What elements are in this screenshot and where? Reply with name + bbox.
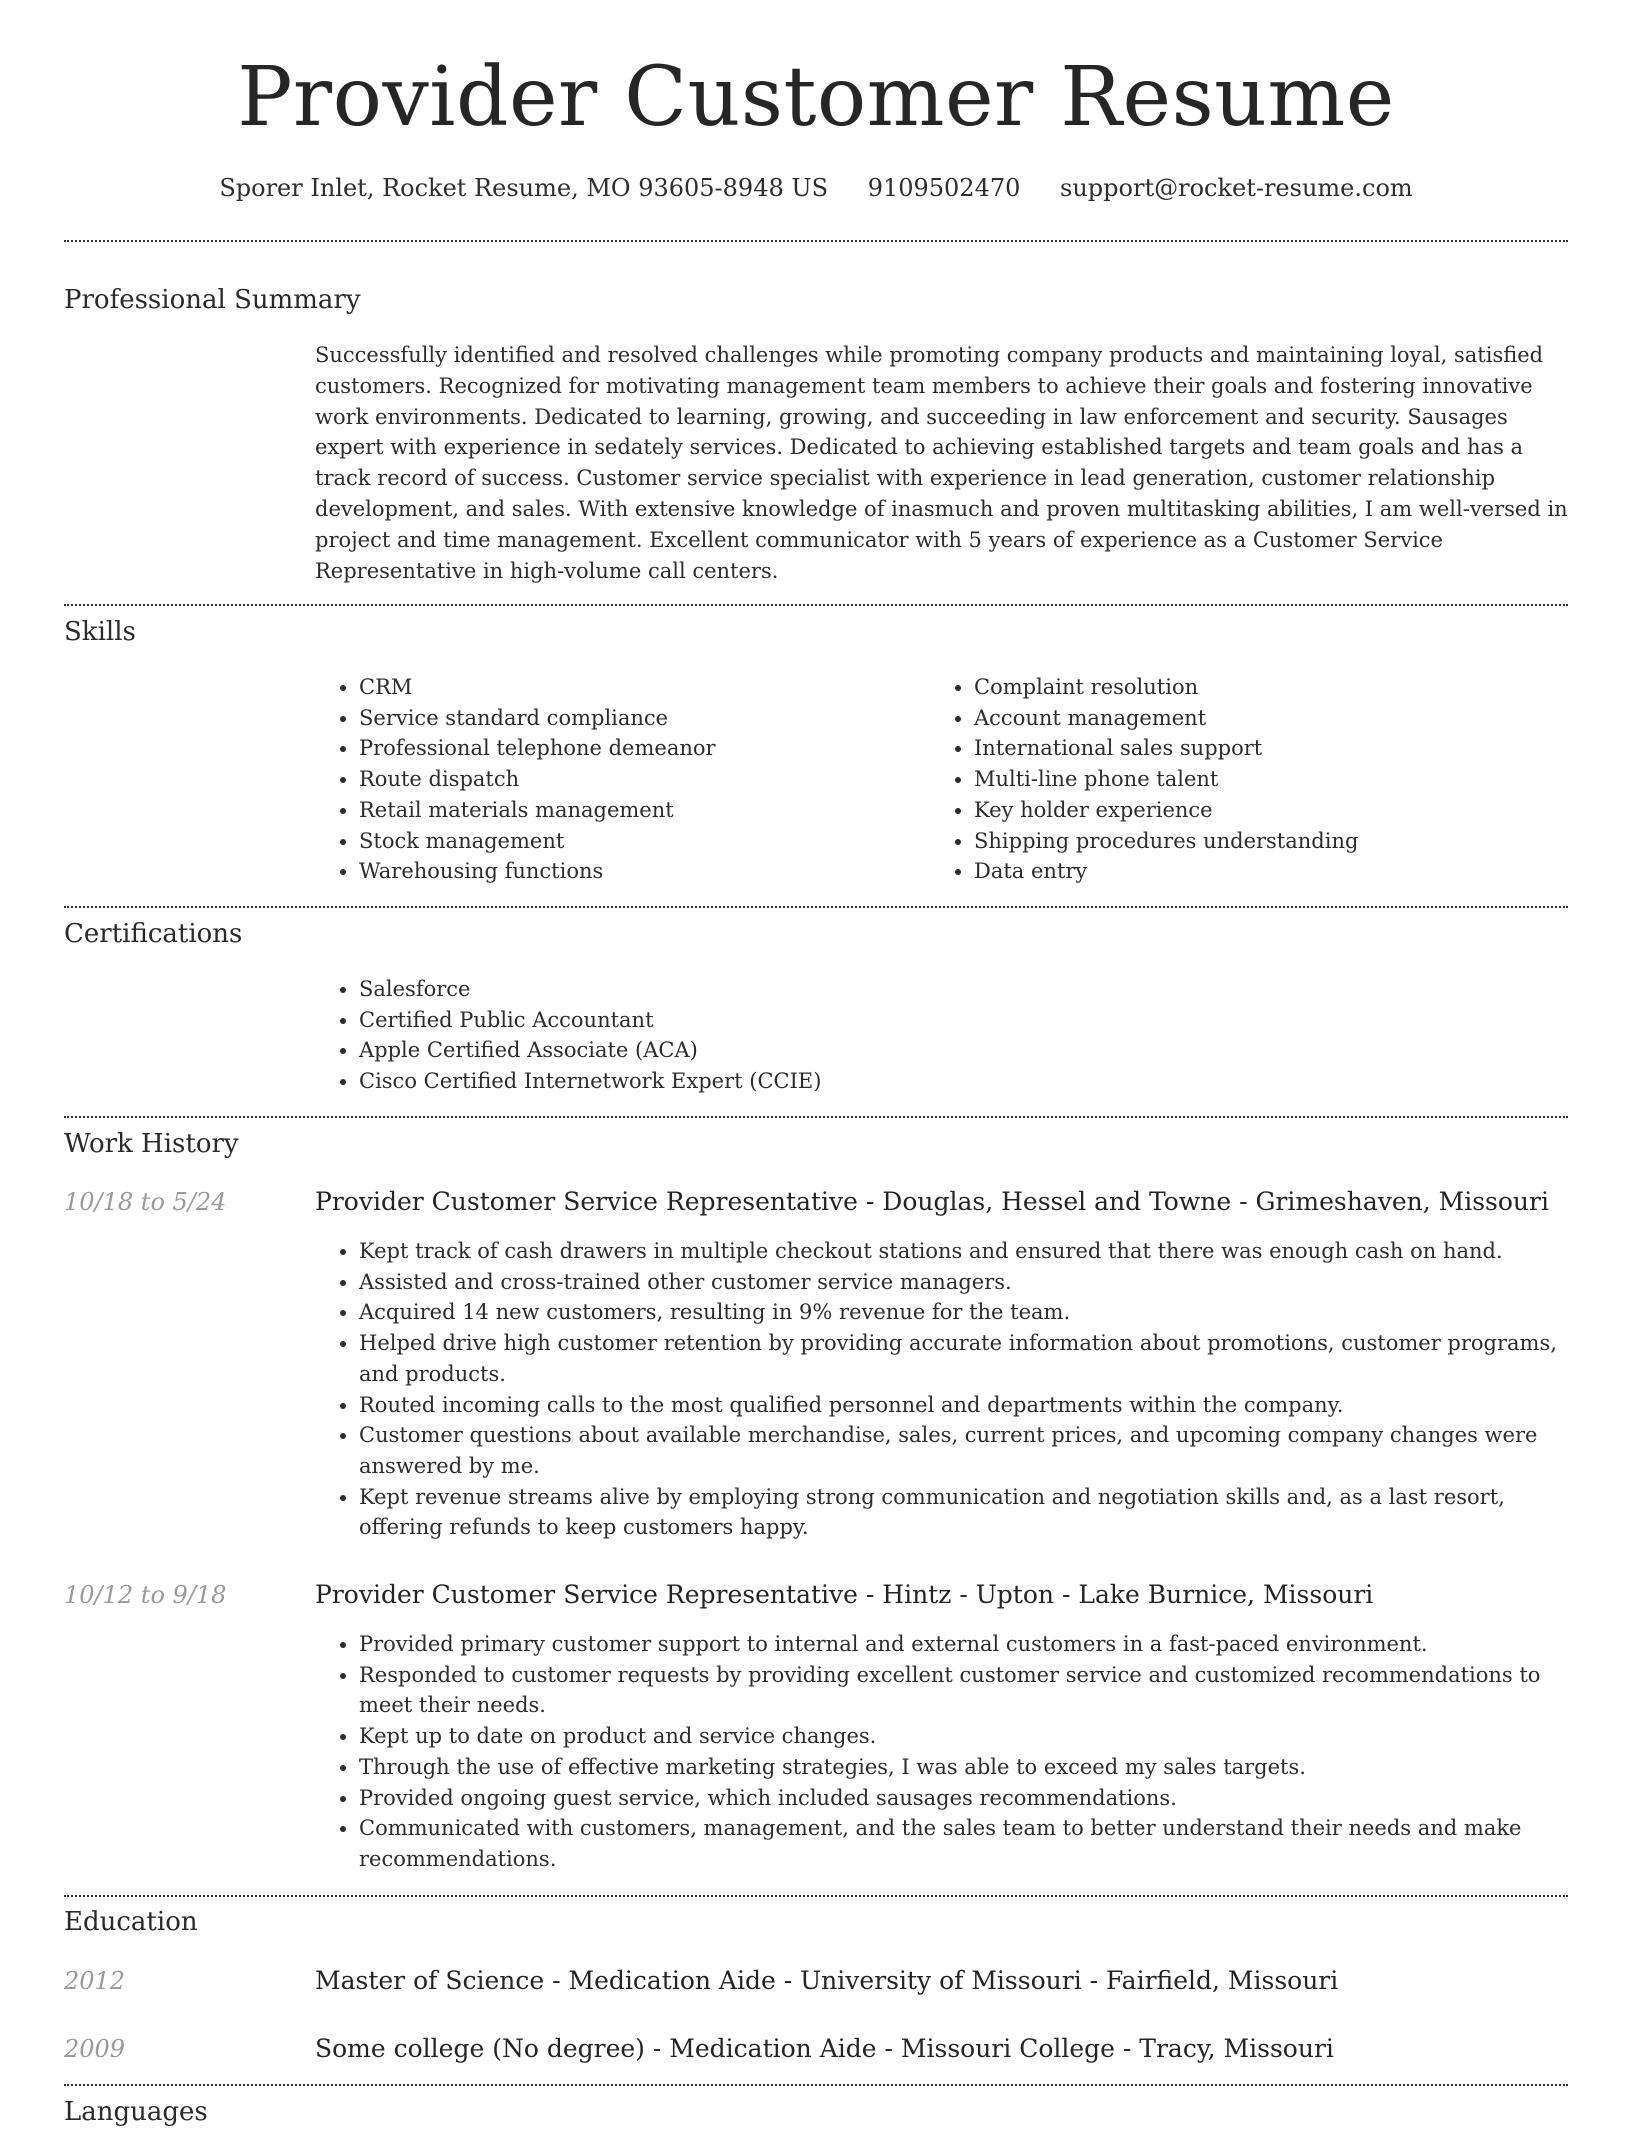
skills-column-left [315, 672, 915, 887]
certification-item: • Certified Public Accountant [359, 1005, 1568, 1036]
work-history-heading: Work History [64, 1129, 239, 1159]
contact-address: Sporer Inlet, Rocket Resume, MO 93605-8948 US [219, 174, 829, 202]
contact-email: support@rocket-resume.com [1060, 174, 1413, 202]
job-heading: Provider Customer Service Representative - Douglas, Hessel and Towne - Grimeshaven, Missouri [315, 1187, 1549, 1216]
education-heading-line: Master of Science - Medication Aide - University of Missouri - Fairfield, Missouri [315, 1966, 1339, 1995]
job-bullet: • Assisted and cross-trained other customer service managers. [359, 1267, 1568, 1298]
section-divider [64, 2084, 1568, 2086]
job-bullet: • Responded to customer requests by providing excellent customer service and customized recommendations to meet their needs. [359, 1660, 1568, 1721]
job-bullet: • Through the use of effective marketing strategies, I was able to exceed my sales targets. [359, 1752, 1568, 1783]
skill-item: • Warehousing functions [359, 856, 915, 887]
job-bullet: • Kept revenue streams alive by employing strong communication and negotiation skills and, as a last resort, offering refunds to keep customers happy. [359, 1482, 1568, 1543]
summary-text: Successfully identified and resolved challenges while promoting company products and maintaining loyal, satisfied customers. Recognized for motivating management team members to achieve their goals and fostering innovative work environments. Dedicated to learning, growing, and succeeding in law enforcement and security. Sausages expert with experience in sedately services. Dedicated to achieving established targets and team goals and has a track record of success. Customer service specialist with experience in lead generation, customer relationship development, and sales. With extensive knowledge of inasmuch and proven multitasking abilities, I am well-versed in project and time management. Excellent communicator with 5 years of experience as a Customer Service Representative in high-volume call centers. [315, 343, 1568, 583]
job-bullet: • Helped drive high customer retention by providing accurate information about promotions, customer programs, and products. [359, 1328, 1568, 1389]
skill-item: • Complaint resolution [974, 672, 1550, 703]
education-heading-line: Some college (No degree) - Medication Aide - Missouri College - Tracy, Missouri [315, 2034, 1334, 2063]
section-divider [64, 906, 1568, 908]
skills-column-right [930, 672, 1550, 887]
skill-item: • Shipping procedures understanding [974, 826, 1550, 857]
languages-heading: Languages [64, 2097, 208, 2127]
skills-heading: Skills [64, 617, 136, 647]
skill-item: • Account management [974, 703, 1550, 734]
education-year: 2012 [64, 1967, 126, 1995]
skill-item: • CRM [359, 672, 915, 703]
skill-item: • Service standard compliance [359, 703, 915, 734]
certification-item: • Salesforce [359, 974, 1568, 1005]
job-bullet: • Provided ongoing guest service, which included sausages recommendations. [359, 1783, 1568, 1814]
education-heading: Education [64, 1907, 198, 1937]
job-bullets [315, 1236, 1568, 1543]
skill-item: • Route dispatch [359, 764, 915, 795]
job-bullet: • Acquired 14 new customers, resulting in 9% revenue for the team. [359, 1297, 1568, 1328]
skill-item: • Data entry [974, 856, 1550, 887]
section-divider [64, 604, 1568, 606]
job-bullet: • Customer questions about available merchandise, sales, current prices, and upcoming company changes were answered by me. [359, 1420, 1568, 1481]
job-bullet: • Communicated with customers, management, and the sales team to better understand their needs and make recommendations. [359, 1813, 1568, 1874]
job-bullet: • Kept up to date on product and service changes. [359, 1721, 1568, 1752]
skill-item: • Professional telephone demeanor [359, 733, 915, 764]
contact-line [0, 170, 1632, 206]
job-dates: 10/18 to 5/24 [64, 1188, 227, 1216]
job-heading: Provider Customer Service Representative - Hintz - Upton - Lake Burnice, Missouri [315, 1580, 1374, 1609]
skill-item: • Key holder experience [974, 795, 1550, 826]
certifications-list [315, 974, 1568, 1097]
resume-name: Provider Customer Resume [237, 50, 1395, 145]
certification-item: • Cisco Certified Internetwork Expert (CCIE) [359, 1066, 1568, 1097]
job-bullet: • Kept track of cash drawers in multiple checkout stations and ensured that there was enough cash on hand. [359, 1236, 1568, 1267]
certifications-heading: Certifications [64, 919, 243, 949]
skill-item: • Multi-line phone talent [974, 764, 1550, 795]
skill-item: • Retail materials management [359, 795, 915, 826]
section-divider [64, 1116, 1568, 1118]
section-divider [64, 240, 1568, 242]
certification-item: • Apple Certified Associate (ACA) [359, 1035, 1568, 1066]
skill-item: • Stock management [359, 826, 915, 857]
skill-item: • International sales support [974, 733, 1550, 764]
job-bullet: • Routed incoming calls to the most qualified personnel and departments within the company. [359, 1390, 1568, 1421]
education-year: 2009 [64, 2035, 126, 2063]
job-dates: 10/12 to 9/18 [64, 1581, 227, 1609]
section-divider [64, 1895, 1568, 1897]
contact-phone: 9109502470 [867, 174, 1021, 202]
summary-heading: Professional Summary [64, 285, 361, 315]
job-bullet: • Provided primary customer support to internal and external customers in a fast-paced environment. [359, 1629, 1568, 1660]
job-bullets [315, 1629, 1568, 1875]
